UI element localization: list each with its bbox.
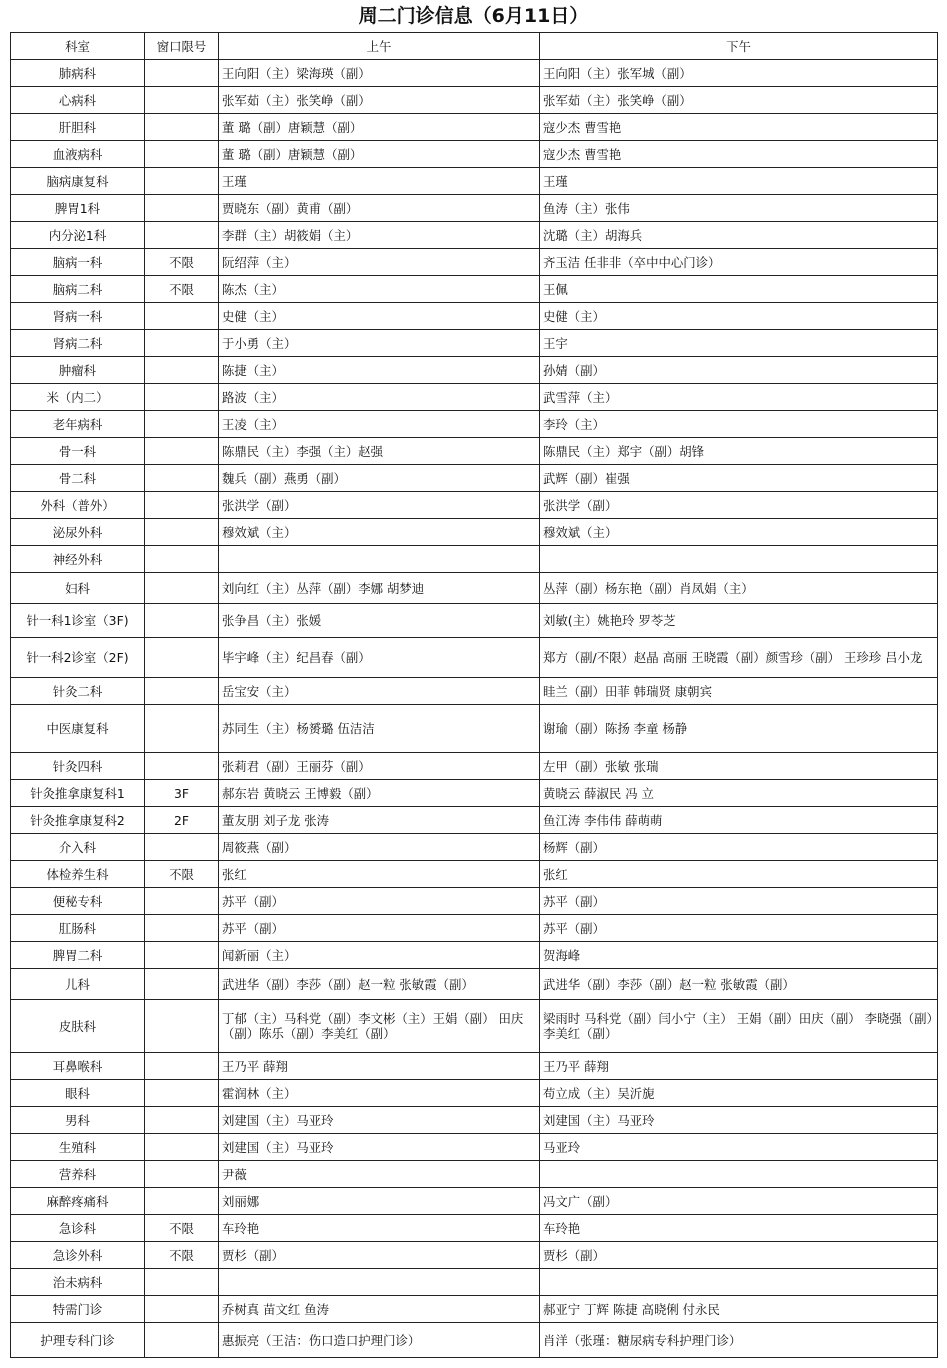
window-limit-cell [145, 357, 219, 384]
dept-cell: 耳鼻喉科 [11, 1053, 145, 1080]
morning-cell: 穆效斌（主） [219, 519, 540, 546]
dept-cell: 体检养生科 [11, 861, 145, 888]
dept-cell: 急诊科 [11, 1215, 145, 1242]
morning-cell: 董友朋 刘子龙 张涛 [219, 807, 540, 834]
morning-cell: 闻新丽（主） [219, 942, 540, 969]
afternoon-cell: 贾杉（副） [540, 1242, 938, 1269]
afternoon-cell: 丛萍（副）杨东艳（副）肖凤娟（主） [540, 573, 938, 604]
morning-cell: 张争昌（主）张媛 [219, 604, 540, 638]
dept-cell: 妇科 [11, 573, 145, 604]
table-row [11, 357, 938, 384]
morning-cell: 尹薇 [219, 1161, 540, 1188]
header-morning: 上午 [219, 33, 540, 60]
table-row [11, 276, 938, 303]
dept-cell: 骨一科 [11, 438, 145, 465]
morning-cell: 阮绍萍（主） [219, 249, 540, 276]
table-row [11, 384, 938, 411]
dept-cell: 肛肠科 [11, 915, 145, 942]
dept-cell: 治未病科 [11, 1269, 145, 1296]
dept-cell: 骨二科 [11, 465, 145, 492]
morning-cell: 王凌（主） [219, 411, 540, 438]
window-limit-cell [145, 1080, 219, 1107]
window-limit-cell [145, 384, 219, 411]
dept-cell: 脑病康复科 [11, 168, 145, 195]
afternoon-cell: 苏平（副） [540, 915, 938, 942]
morning-cell: 惠振亮（王洁：伤口造口护理门诊） [219, 1323, 540, 1358]
table-row [11, 1107, 938, 1134]
table-row [11, 1134, 938, 1161]
window-limit-cell [145, 411, 219, 438]
morning-cell: 张军茹（主）张笑峥（副） [219, 87, 540, 114]
afternoon-cell [540, 1269, 938, 1296]
table-row [11, 1215, 938, 1242]
morning-cell: 岳宝安（主） [219, 678, 540, 705]
window-limit-cell [145, 753, 219, 780]
dept-cell: 肿瘤科 [11, 357, 145, 384]
dept-cell: 心病科 [11, 87, 145, 114]
afternoon-cell: 寇少杰 曹雪艳 [540, 114, 938, 141]
table-row [11, 780, 938, 807]
morning-cell: 李群（主）胡筱娟（主） [219, 222, 540, 249]
dept-cell: 血液病科 [11, 141, 145, 168]
table-row [11, 195, 938, 222]
afternoon-cell: 梁雨时 马科党（副）闫小宁（主） 王娟（副）田庆（副） 李晓强（副）李美红（副） [540, 1000, 938, 1053]
window-limit-cell [145, 705, 219, 753]
afternoon-cell: 李玲（主） [540, 411, 938, 438]
table-row [11, 1269, 938, 1296]
morning-cell: 董 璐（副）唐颖慧（副） [219, 141, 540, 168]
morning-cell: 贾杉（副） [219, 1242, 540, 1269]
table-row [11, 834, 938, 861]
table-row [11, 330, 938, 357]
table-row [11, 915, 938, 942]
morning-cell: 苏同生（主）杨赟璐 伍洁洁 [219, 705, 540, 753]
afternoon-cell: 郑方（副/不限）赵晶 高丽 王晓霞（副）颜雪珍（副） 王珍珍 吕小龙 [540, 638, 938, 678]
morning-cell: 陈杰（主） [219, 276, 540, 303]
window-limit-cell [145, 546, 219, 573]
table-row [11, 411, 938, 438]
dept-cell: 针一科2诊室（2F) [11, 638, 145, 678]
table-row [11, 942, 938, 969]
afternoon-cell [540, 1161, 938, 1188]
window-limit-cell: 2F [145, 807, 219, 834]
afternoon-cell: 张洪学（副） [540, 492, 938, 519]
table-row [11, 114, 938, 141]
table-row [11, 604, 938, 638]
afternoon-cell: 苟立成（主）吴沂旎 [540, 1080, 938, 1107]
table-row [11, 969, 938, 1000]
morning-cell: 王向阳（主）梁海瑛（副） [219, 60, 540, 87]
table-row [11, 573, 938, 604]
afternoon-cell: 鱼江涛 李伟伟 薛萌萌 [540, 807, 938, 834]
window-limit-cell [145, 678, 219, 705]
dept-cell: 肺病科 [11, 60, 145, 87]
dept-cell: 老年病科 [11, 411, 145, 438]
table-row [11, 168, 938, 195]
dept-cell: 介入科 [11, 834, 145, 861]
table-row [11, 1323, 938, 1358]
morning-cell: 丁郁（主）马科党（副）李文彬（主）王娟（副） 田庆（副）陈乐（副）李美红（副） [219, 1000, 540, 1053]
table-row [11, 705, 938, 753]
dept-cell: 中医康复科 [11, 705, 145, 753]
clinic-schedule-table [10, 32, 938, 1358]
table-row [11, 519, 938, 546]
dept-cell: 皮肤科 [11, 1000, 145, 1053]
window-limit-cell [145, 942, 219, 969]
table-row [11, 438, 938, 465]
window-limit-cell [145, 1161, 219, 1188]
window-limit-cell: 不限 [145, 1215, 219, 1242]
dept-cell: 针灸推拿康复科2 [11, 807, 145, 834]
afternoon-cell: 王乃平 薛翔 [540, 1053, 938, 1080]
morning-cell: 王乃平 薛翔 [219, 1053, 540, 1080]
window-limit-cell [145, 1323, 219, 1358]
dept-cell: 泌尿外科 [11, 519, 145, 546]
dept-cell: 肾病一科 [11, 303, 145, 330]
morning-cell: 贾晓东（副）黄甫（副） [219, 195, 540, 222]
window-limit-cell [145, 1053, 219, 1080]
table-row [11, 1080, 938, 1107]
window-limit-cell [145, 168, 219, 195]
morning-cell: 武进华（副）李莎（副）赵一粒 张敏霞（副） [219, 969, 540, 1000]
window-limit-cell [145, 141, 219, 168]
dept-cell: 针一科1诊室（3F) [11, 604, 145, 638]
window-limit-cell [145, 638, 219, 678]
dept-cell: 眼科 [11, 1080, 145, 1107]
afternoon-cell: 马亚玲 [540, 1134, 938, 1161]
afternoon-cell: 武辉（副）崔强 [540, 465, 938, 492]
afternoon-cell: 黄晓云 薛淑民 冯 立 [540, 780, 938, 807]
dept-cell: 肾病二科 [11, 330, 145, 357]
morning-cell: 周筱燕（副） [219, 834, 540, 861]
afternoon-cell: 郝亚宁 丁辉 陈捷 高晓俐 付永民 [540, 1296, 938, 1323]
window-limit-cell [145, 915, 219, 942]
window-limit-cell [145, 1107, 219, 1134]
morning-cell: 苏平（副） [219, 915, 540, 942]
table-row [11, 87, 938, 114]
morning-cell: 陈捷（主） [219, 357, 540, 384]
window-limit-cell [145, 888, 219, 915]
table-row [11, 1053, 938, 1080]
table-row [11, 1161, 938, 1188]
dept-cell: 脾胃1科 [11, 195, 145, 222]
window-limit-cell: 不限 [145, 276, 219, 303]
afternoon-cell: 史健（主） [540, 303, 938, 330]
window-limit-cell [145, 519, 219, 546]
afternoon-cell: 杨辉（副） [540, 834, 938, 861]
dept-cell: 肝胆科 [11, 114, 145, 141]
dept-cell: 护理专科门诊 [11, 1323, 145, 1358]
table-row [11, 222, 938, 249]
window-limit-cell [145, 60, 219, 87]
window-limit-cell [145, 834, 219, 861]
dept-cell: 针灸四科 [11, 753, 145, 780]
table-row [11, 1242, 938, 1269]
afternoon-cell: 谢瑜（副）陈扬 李童 杨静 [540, 705, 938, 753]
table-row [11, 861, 938, 888]
dept-cell: 营养科 [11, 1161, 145, 1188]
header-afternoon: 下午 [540, 33, 938, 60]
window-limit-cell: 3F [145, 780, 219, 807]
window-limit-cell: 不限 [145, 1242, 219, 1269]
dept-cell: 男科 [11, 1107, 145, 1134]
dept-cell: 脾胃二科 [11, 942, 145, 969]
afternoon-cell: 王向阳（主）张军城（副） [540, 60, 938, 87]
morning-cell: 霍润林（主） [219, 1080, 540, 1107]
dept-cell: 脑病二科 [11, 276, 145, 303]
dept-cell: 外科（普外） [11, 492, 145, 519]
afternoon-cell: 孙婧（副） [540, 357, 938, 384]
morning-cell: 张洪学（副） [219, 492, 540, 519]
window-limit-cell [145, 1188, 219, 1215]
table-row [11, 492, 938, 519]
table-row [11, 1188, 938, 1215]
window-limit-cell [145, 438, 219, 465]
afternoon-cell: 武进华（副）李莎（副）赵一粒 张敏霞（副） [540, 969, 938, 1000]
table-row [11, 888, 938, 915]
afternoon-cell: 冯文广（副） [540, 1188, 938, 1215]
table-row [11, 60, 938, 87]
morning-cell [219, 546, 540, 573]
table-row [11, 753, 938, 780]
afternoon-cell: 车玲艳 [540, 1215, 938, 1242]
morning-cell: 郝东岩 黄晓云 王博毅（副） [219, 780, 540, 807]
morning-cell: 陈鼎民（主）李强（主）赵强 [219, 438, 540, 465]
dept-cell: 便秘专科 [11, 888, 145, 915]
afternoon-cell: 沈璐（主）胡海兵 [540, 222, 938, 249]
morning-cell [219, 1269, 540, 1296]
window-limit-cell [145, 1134, 219, 1161]
dept-cell: 生殖科 [11, 1134, 145, 1161]
morning-cell: 史健（主） [219, 303, 540, 330]
afternoon-cell: 齐玉洁 任非非（卒中中心门诊） [540, 249, 938, 276]
dept-cell: 针灸二科 [11, 678, 145, 705]
table-row [11, 546, 938, 573]
window-limit-cell: 不限 [145, 861, 219, 888]
table-row [11, 141, 938, 168]
dept-cell: 神经外科 [11, 546, 145, 573]
window-limit-cell [145, 303, 219, 330]
window-limit-cell [145, 1000, 219, 1053]
morning-cell: 刘丽娜 [219, 1188, 540, 1215]
morning-cell: 张莉君（副）王丽芬（副） [219, 753, 540, 780]
window-limit-cell [145, 573, 219, 604]
afternoon-cell: 左甲（副）张敏 张瑞 [540, 753, 938, 780]
afternoon-cell: 寇少杰 曹雪艳 [540, 141, 938, 168]
morning-cell: 董 璐（副）唐颖慧（副） [219, 114, 540, 141]
morning-cell: 于小勇（主） [219, 330, 540, 357]
afternoon-cell [540, 546, 938, 573]
window-limit-cell [145, 1269, 219, 1296]
afternoon-cell: 穆效斌（主） [540, 519, 938, 546]
afternoon-cell: 陈鼎民（主）郑宇（副）胡锋 [540, 438, 938, 465]
afternoon-cell: 苏平（副） [540, 888, 938, 915]
dept-cell: 急诊外科 [11, 1242, 145, 1269]
morning-cell: 乔树真 苗文红 鱼涛 [219, 1296, 540, 1323]
afternoon-cell: 刘敏(主）姚艳玲 罗苓芝 [540, 604, 938, 638]
page-title: 周二门诊信息（6月11日） [358, 5, 589, 27]
afternoon-cell: 张红 [540, 861, 938, 888]
afternoon-cell: 王瑾 [540, 168, 938, 195]
window-limit-cell [145, 330, 219, 357]
table-row [11, 807, 938, 834]
dept-cell: 脑病一科 [11, 249, 145, 276]
morning-cell: 王瑾 [219, 168, 540, 195]
window-limit-cell [145, 492, 219, 519]
window-limit-cell [145, 114, 219, 141]
table-row [11, 678, 938, 705]
morning-cell: 魏兵（副）燕勇（副） [219, 465, 540, 492]
dept-cell: 内分泌1科 [11, 222, 145, 249]
afternoon-cell: 王佩 [540, 276, 938, 303]
header-dept: 科室 [11, 33, 145, 60]
dept-cell: 特需门诊 [11, 1296, 145, 1323]
window-limit-cell [145, 969, 219, 1000]
table-row [11, 465, 938, 492]
morning-cell: 路波（主） [219, 384, 540, 411]
afternoon-cell: 肖洋（张瑾：糖尿病专科护理门诊） [540, 1323, 938, 1358]
table-row [11, 1296, 938, 1323]
afternoon-cell: 贺海峰 [540, 942, 938, 969]
dept-cell: 儿科 [11, 969, 145, 1000]
table-row [11, 303, 938, 330]
table-row [11, 1000, 938, 1053]
morning-cell: 刘建国（主）马亚玲 [219, 1134, 540, 1161]
window-limit-cell [145, 604, 219, 638]
header-row [11, 33, 938, 60]
morning-cell: 毕宇峰（主）纪昌春（副） [219, 638, 540, 678]
morning-cell: 刘建国（主）马亚玲 [219, 1107, 540, 1134]
window-limit-cell [145, 222, 219, 249]
afternoon-cell: 张军茹（主）张笑峥（副） [540, 87, 938, 114]
window-limit-cell [145, 1296, 219, 1323]
window-limit-cell [145, 465, 219, 492]
morning-cell: 苏平（副） [219, 888, 540, 915]
dept-cell: 米（内二） [11, 384, 145, 411]
window-limit-cell [145, 87, 219, 114]
header-window-limit: 窗口限号 [145, 33, 219, 60]
window-limit-cell [145, 195, 219, 222]
dept-cell: 麻醉疼痛科 [11, 1188, 145, 1215]
table-row [11, 249, 938, 276]
morning-cell: 张红 [219, 861, 540, 888]
morning-cell: 车玲艳 [219, 1215, 540, 1242]
afternoon-cell: 武雪萍（主） [540, 384, 938, 411]
table-row [11, 638, 938, 678]
dept-cell: 针灸推拿康复科1 [11, 780, 145, 807]
afternoon-cell: 鱼涛（主）张伟 [540, 195, 938, 222]
afternoon-cell: 王宇 [540, 330, 938, 357]
morning-cell: 刘向红（主）丛萍（副）李娜 胡梦迪 [219, 573, 540, 604]
window-limit-cell: 不限 [145, 249, 219, 276]
afternoon-cell: 刘建国（主）马亚玲 [540, 1107, 938, 1134]
afternoon-cell: 眭兰（副）田菲 韩瑞贤 康朝宾 [540, 678, 938, 705]
